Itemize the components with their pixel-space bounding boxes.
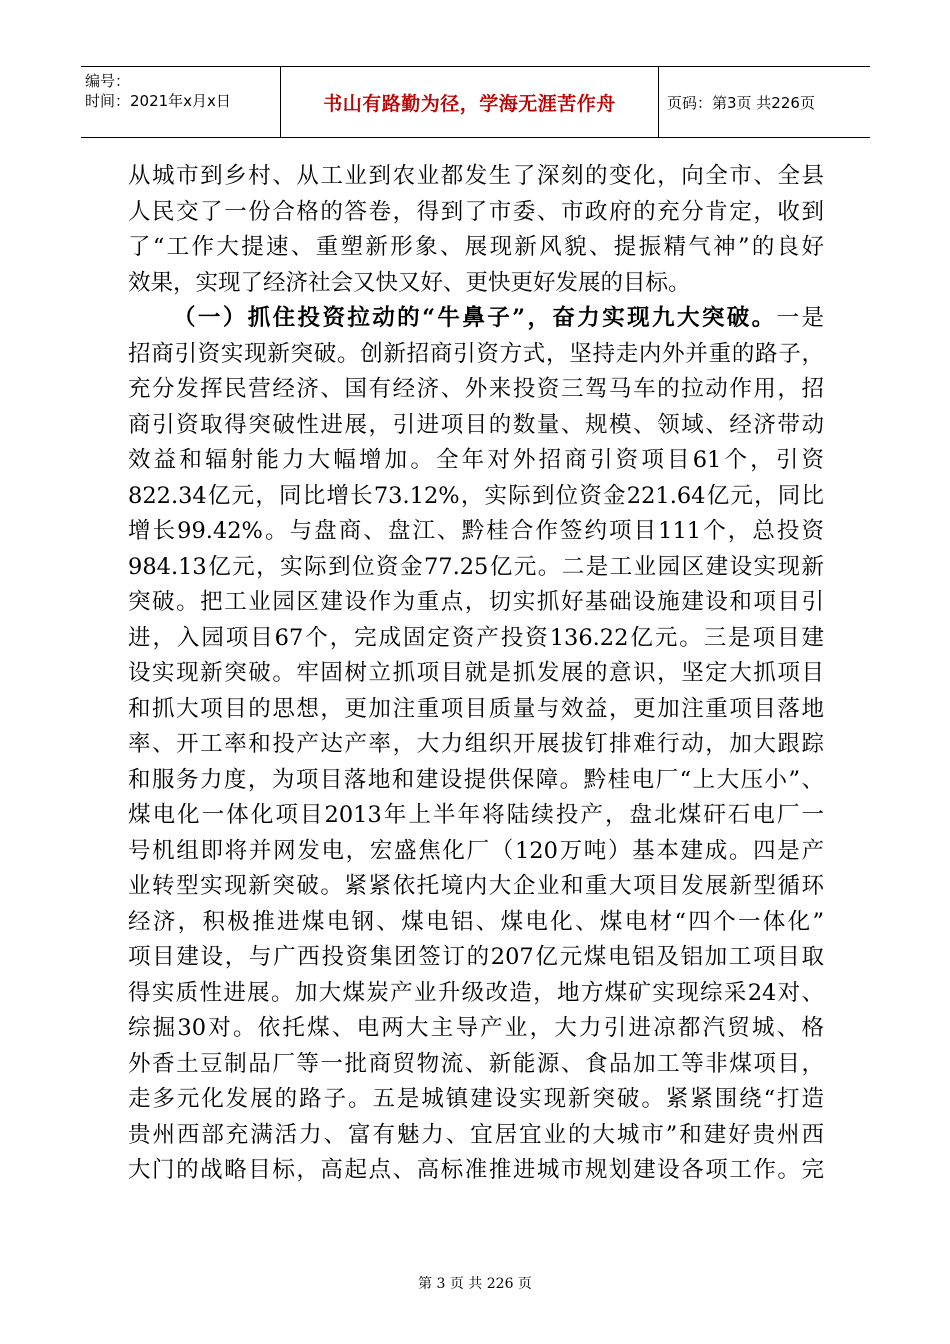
page-footer: 第 3 页 共 226 页	[418, 1276, 532, 1292]
section-heading-line	[128, 301, 824, 337]
body-line: 从城市到乡村、从工业到农业都发生了深刻的变化，向全市、全县	[128, 163, 824, 189]
header-page-info: 页码：第3页 共226页	[667, 93, 815, 112]
document-time-label: 时间：2021年x月x日	[85, 92, 231, 110]
body-line: 突破。把工业园区建设作为重点，切实抓好基础设施建设和项目引	[128, 589, 824, 615]
body-line: 得实质性进展。加大煤炭产业升级改造，地方煤矿实现综采24对、	[128, 979, 824, 1006]
body-line: 效果，实现了经济社会又快又好、更快更好发展的目标。	[128, 269, 691, 296]
body-line: 人民交了一份合格的答卷，得到了市委、市政府的充分肯定，收到	[128, 198, 824, 225]
body-line: 设实现新突破。牢固树立抓项目就是抓发展的意识，坚定大抓项目	[128, 660, 824, 686]
body-line: 号机组即将并网发电，宏盛焦化厂（120万吨）基本建成。四是产	[128, 837, 824, 864]
header-meta	[81, 67, 281, 137]
section-heading: （一）抓住投资拉动的“牛鼻子”，奋力实现九大突破。	[173, 305, 777, 331]
body-line: 综掘30对。依托煤、电两大主导产业，大力引进凉都汽贸城、格	[128, 1015, 824, 1041]
header-table	[81, 66, 870, 138]
body-line: 外香土豆制品厂等一批商贸物流、新能源、食品加工等非煤项目，	[128, 1050, 824, 1077]
body-line: 增长99.42%。与盘商、盘江、黔桂合作签约项目111个，总投资	[128, 518, 824, 544]
body-line: 经济，积极推进煤电钢、煤电铝、煤电化、煤电材“四个一体化”	[128, 908, 824, 935]
header-motto: 书山有路勤为径，学海无涯苦作舟	[281, 67, 659, 137]
body-line: 贵州西部充满活力、富有魅力、宜居宜业的大城市”和建好贵州西	[128, 1121, 824, 1148]
body-line: 效益和辐射能力大幅增加。全年对外招商引资项目61个，引资	[128, 447, 824, 473]
body-line: 项目建设，与广西投资集团签订的207亿元煤电铝及铝加工项目取	[128, 944, 824, 970]
body-line: 984.13亿元，实际到位资金77.25亿元。二是工业园区建设实现新	[128, 553, 824, 580]
body-line: 走多元化发展的路子。五是城镇建设实现新突破。紧紧围绕“打造	[128, 1086, 824, 1112]
document-number-label: 编号：	[85, 72, 131, 90]
body-line: 了“工作大提速、重塑新形象、展现新风貌、提振精气神”的良好	[128, 234, 824, 260]
body-line: 和抓大项目的思想，更加注重项目质量与效益，更加注重项目落地	[128, 695, 824, 722]
body-line: 和服务力度，为项目落地和建设提供保障。黔桂电厂“上大压小”、	[128, 766, 824, 793]
document-body	[128, 159, 824, 1189]
body-line: 商引资取得突破性进展，引进项目的数量、规模、领域、经济带动	[128, 411, 824, 438]
body-line: 煤电化一体化项目2013年上半年将陆续投产，盘北煤矸石电厂一	[128, 802, 824, 828]
body-line: 招商引资实现新突破。创新招商引资方式，坚持走内外并重的路子，	[128, 340, 824, 367]
body-line: 822.34亿元，同比增长73.12%，实际到位资金221.64亿元，同比	[128, 482, 824, 509]
body-line: 充分发挥民营经济、国有经济、外来投资三驾马车的拉动作用，招	[128, 376, 824, 402]
body-line: 大门的战略目标，高起点、高标准推进城市规划建设各项工作。完	[128, 1157, 824, 1183]
section-first-tail: 一是	[776, 305, 824, 331]
body-line: 业转型实现新突破。紧紧依托境内大企业和重大项目发展新型循环	[128, 873, 824, 899]
body-line: 进，入园项目67个，完成固定资产投资136.22亿元。三是项目建	[128, 624, 824, 651]
body-line: 率、开工率和投产达产率，大力组织开展拔钉排难行动，加大跟踪	[128, 731, 824, 757]
